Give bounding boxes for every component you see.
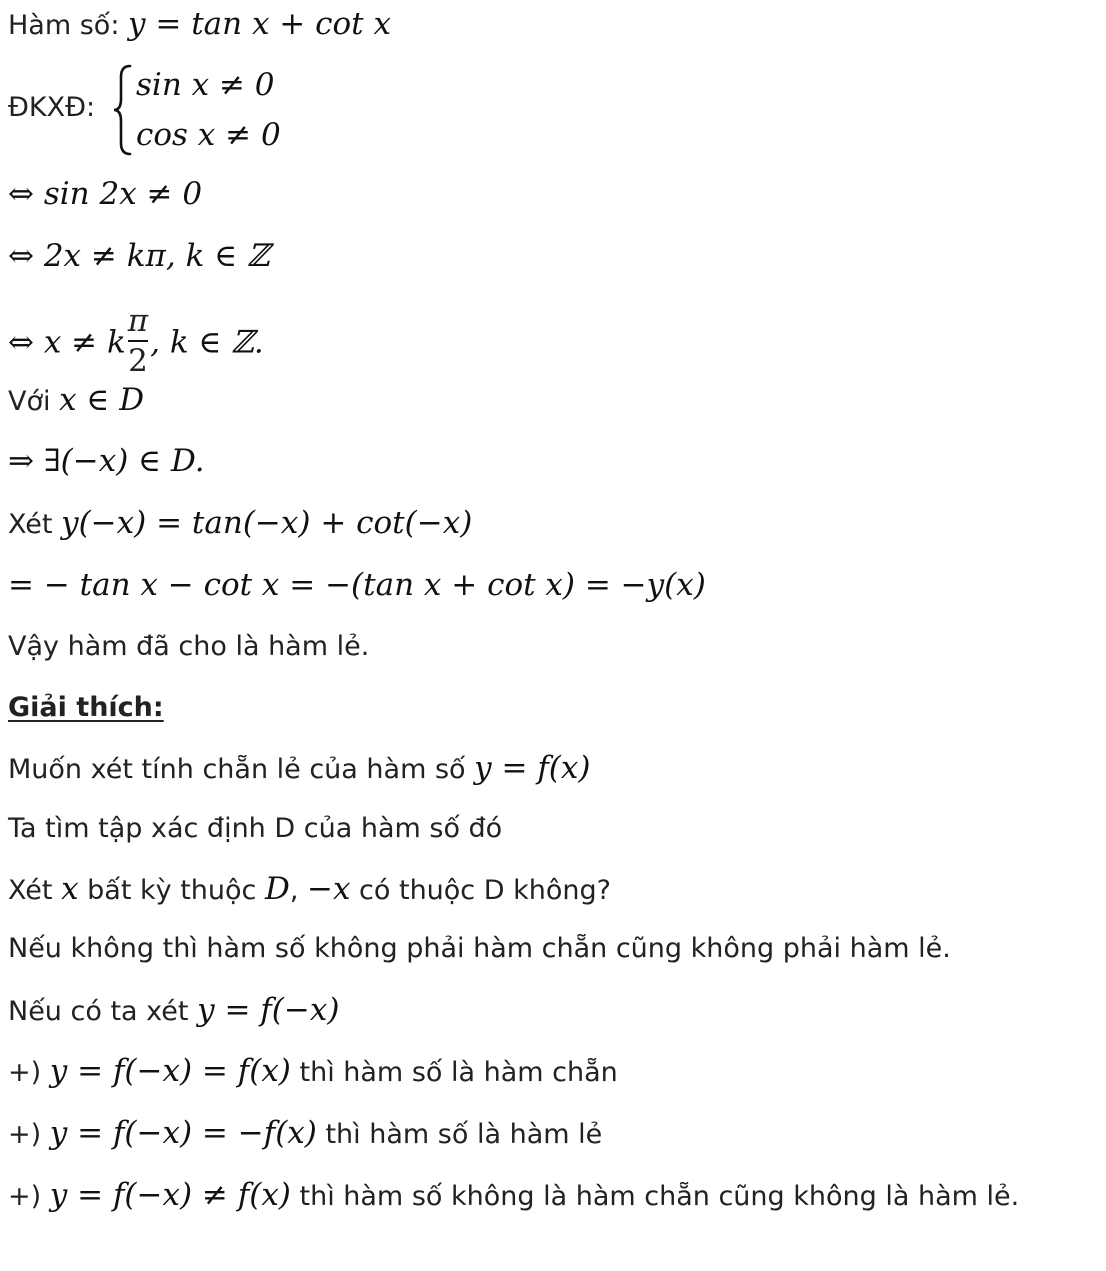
consider-formula: y(−x) = tan(−x) + cot(−x) (61, 505, 473, 541)
explain-5-formula: y = f(−x) (197, 992, 340, 1028)
curly-brace-icon (112, 63, 134, 157)
implies-line (8, 443, 205, 479)
function-line (8, 6, 391, 42)
case-odd-line (8, 1115, 602, 1151)
step-sin2x-formula: ⇔ sin 2x ≠ 0 (8, 176, 203, 212)
explain-1-formula: y = f(x) (474, 750, 591, 786)
case-even-line (8, 1053, 618, 1089)
case-odd-text: thì hàm số là hàm lẻ (316, 1119, 603, 1150)
explain-line-2: Ta tìm tập xác định D của hàm số đó (8, 813, 503, 844)
step-2x-formula: ⇔ 2x ≠ kπ, k ∈ ℤ (8, 238, 270, 274)
with-x-label: Với (8, 386, 60, 417)
explain-3-text3: có thuộc D không? (350, 875, 611, 906)
condition-sin: sin x ≠ 0 (136, 67, 275, 103)
consider-label: Xét (8, 509, 62, 540)
pi-over-2-fraction (128, 304, 148, 378)
explain-line-1 (8, 750, 590, 786)
domain-label: ĐKXĐ: (8, 92, 96, 123)
conclusion-text: Vậy hàm đã cho là hàm lẻ. (8, 631, 370, 662)
explain-3-text1: Xét (8, 875, 62, 906)
case-neither-line (8, 1177, 1019, 1213)
function-formula: y = tan x + cot x (128, 6, 391, 42)
implies-formula: ⇒ ∃(−x) ∈ D. (8, 443, 205, 479)
explain-3-x: x (61, 871, 79, 907)
condition-cos: cos x ≠ 0 (136, 117, 281, 153)
step-2x (8, 238, 270, 274)
consider-line (8, 505, 472, 541)
with-x-formula: x ∈ D (59, 382, 145, 418)
explain-line-3 (8, 871, 611, 907)
case-neither-prefix: +) (8, 1181, 50, 1212)
case-neither-formula: y = f(−x) ≠ f(x) (49, 1177, 291, 1213)
step-sin2x (8, 176, 202, 212)
fraction-bar (128, 340, 148, 342)
result-formula: = − tan x − cot x = −(tan x + cot x) = −y(x) (8, 567, 706, 603)
explain-1-text: Muốn xét tính chẵn lẻ của hàm số (8, 754, 475, 785)
explain-line-4: Nếu không thì hàm số không phải hàm chẵn cũng không phải hàm lẻ. (8, 933, 951, 964)
explain-3-D: D (264, 871, 290, 907)
explain-heading: Giải thích: (8, 692, 164, 723)
result-line (8, 567, 706, 603)
case-even-text: thì hàm số là hàm chẵn (290, 1057, 618, 1088)
explain-3-negx: −x (306, 871, 351, 907)
case-odd-formula: y = f(−x) = −f(x) (49, 1115, 317, 1151)
fraction-denominator: 2 (128, 343, 148, 379)
explain-3-text2: bất kỳ thuộc (78, 875, 265, 906)
step-x-fraction (8, 303, 264, 379)
case-neither-text: thì hàm số không là hàm chẵn cũng không là hàm lẻ. (290, 1181, 1020, 1212)
case-even-formula: y = f(−x) = f(x) (49, 1053, 291, 1089)
explain-line-5 (8, 992, 339, 1028)
function-label: Hàm số: (8, 10, 128, 41)
case-odd-prefix: +) (8, 1119, 50, 1150)
fraction-numerator: π (127, 303, 149, 339)
step-x-prefix: ⇔ x ≠ k (8, 324, 126, 361)
case-even-prefix: +) (8, 1057, 50, 1088)
explain-3-comma: , (289, 875, 307, 906)
with-x-line (8, 382, 144, 418)
explain-5-text: Nếu có ta xét (8, 996, 198, 1027)
step-x-suffix: , k ∈ ℤ. (150, 324, 264, 361)
